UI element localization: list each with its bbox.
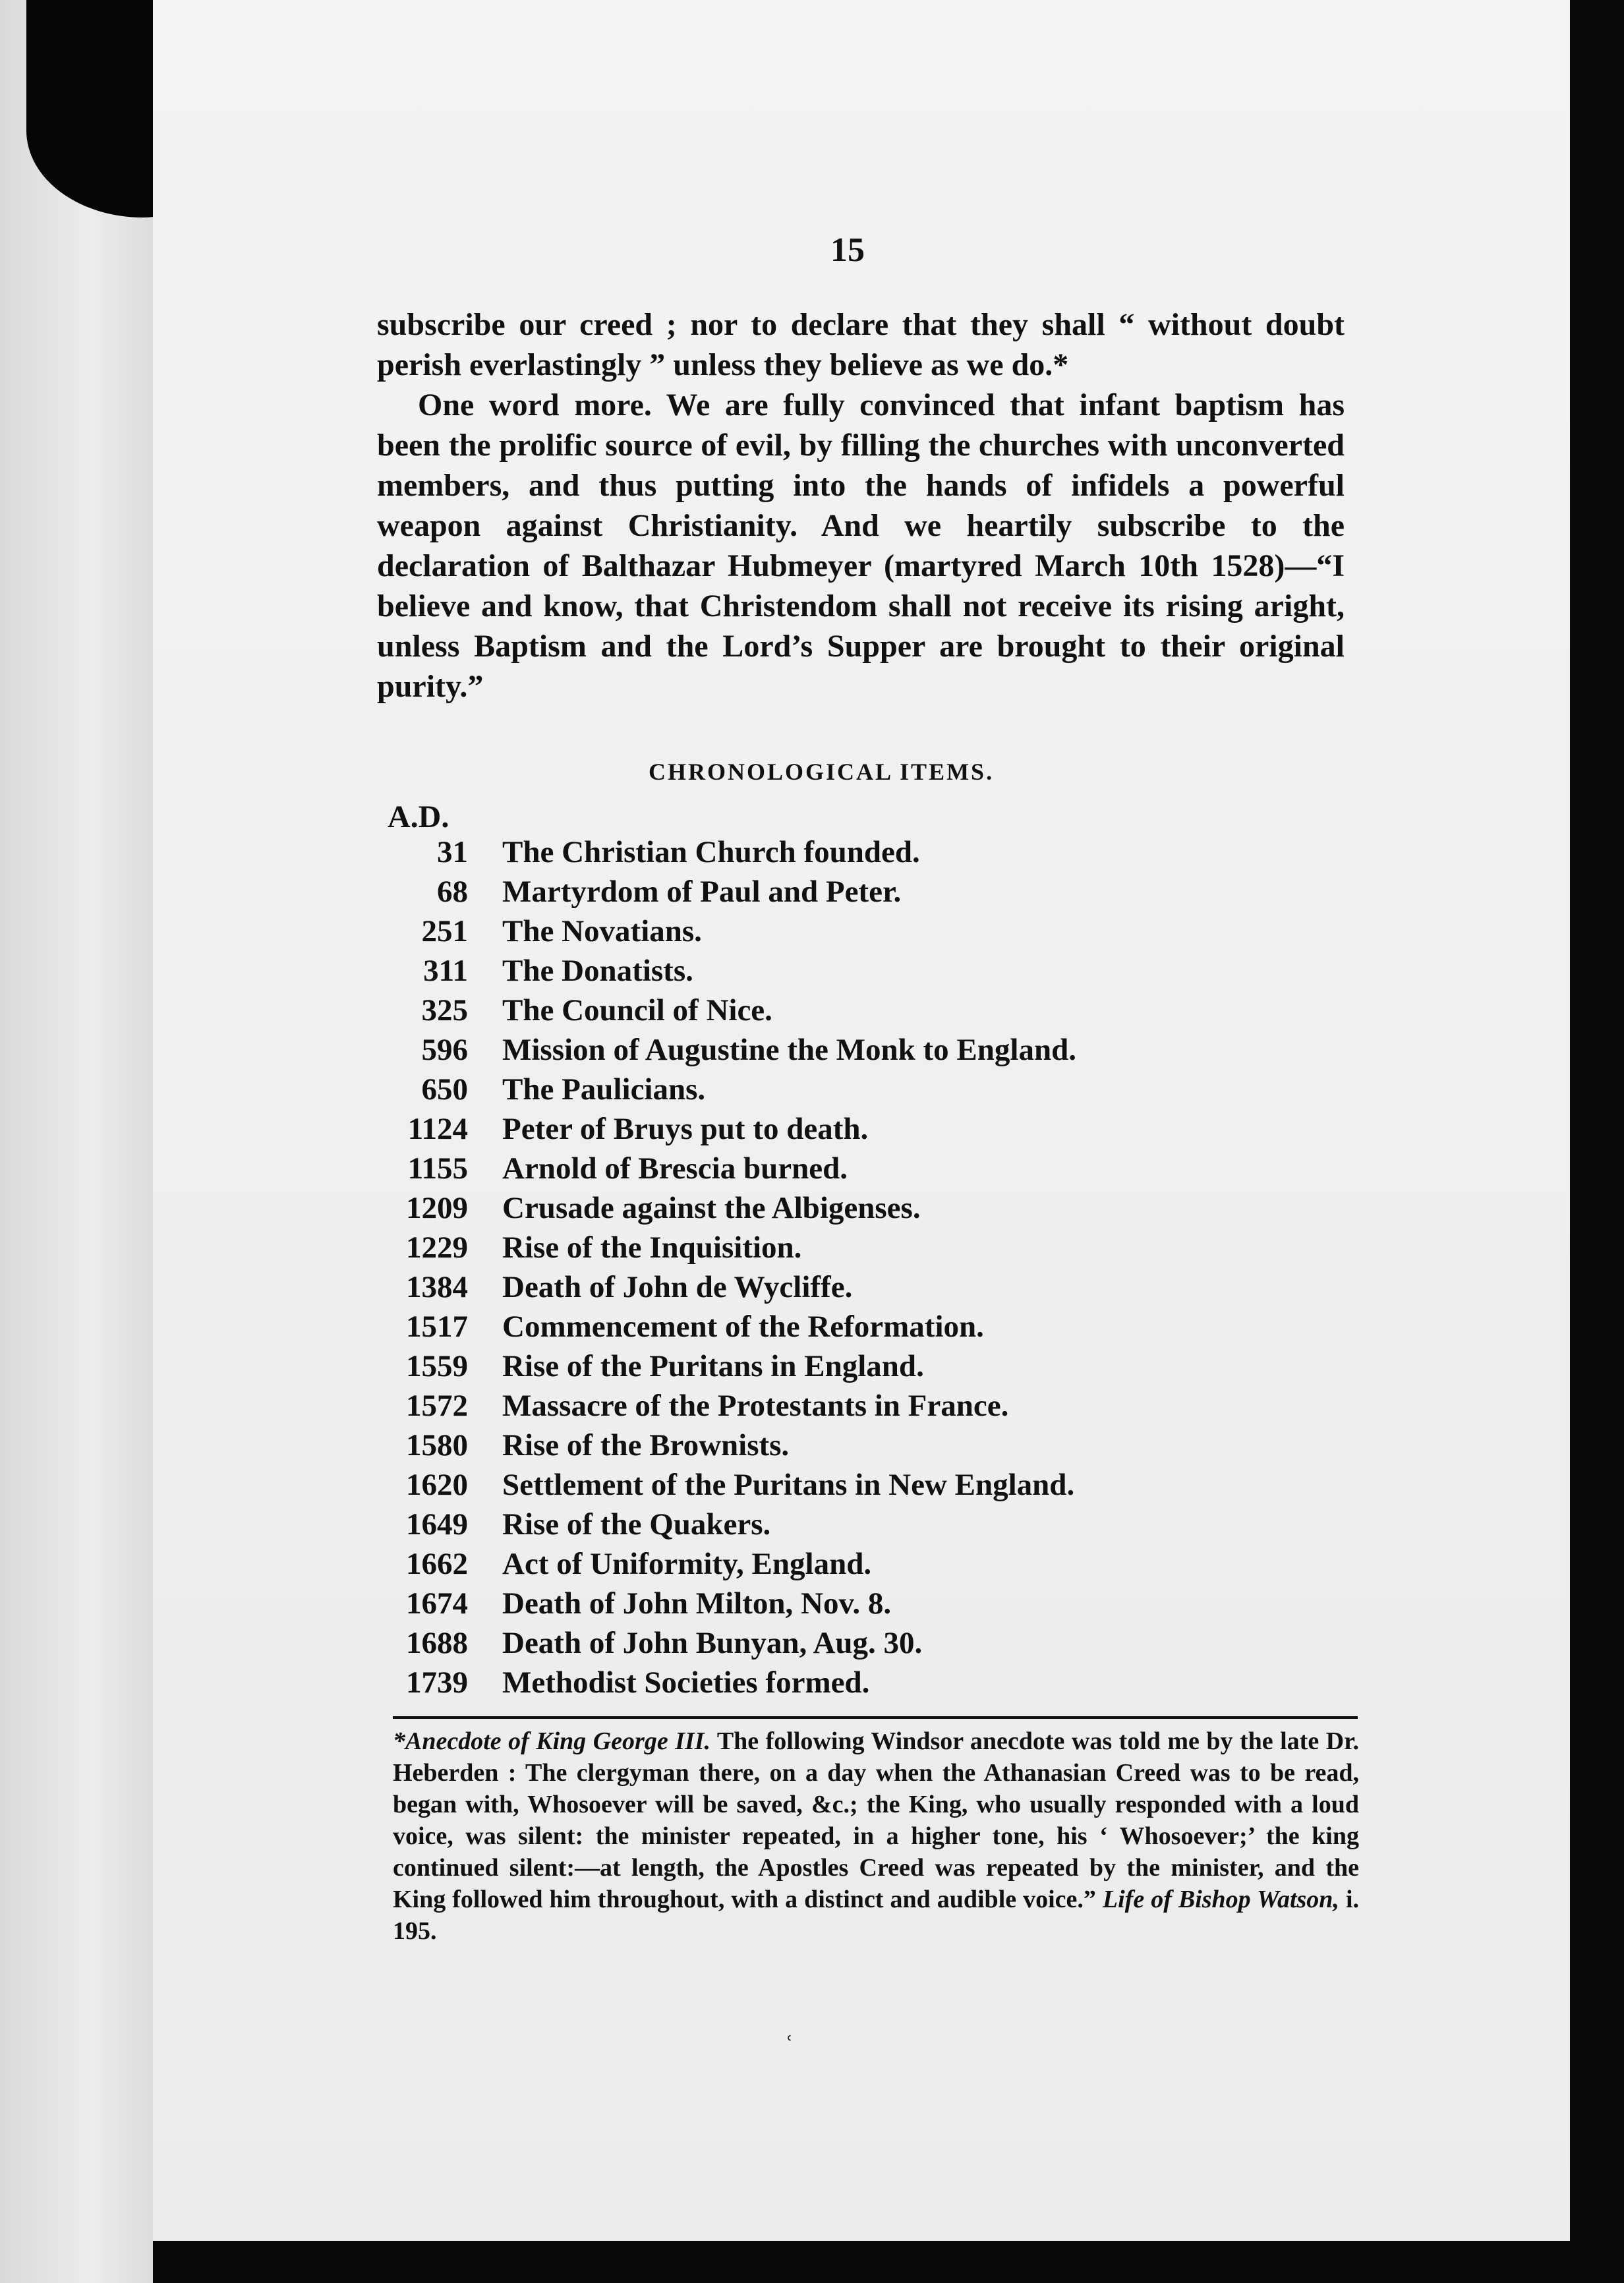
chronology-row: [369, 1665, 1358, 1704]
chronology-row: [369, 1428, 1358, 1467]
chronology-row: [369, 1230, 1358, 1269]
chronology-row: [369, 1388, 1358, 1428]
chronology-event: Act of Uniformity, England.: [502, 1547, 872, 1581]
chronology-year: 1688: [406, 1626, 468, 1660]
chronology-event: Death of John de Wycliffe.: [502, 1270, 853, 1304]
body-text: [377, 304, 1345, 707]
chronology-event: Death of John Milton, Nov. 8.: [502, 1586, 892, 1621]
footnote-source: Life of Bishop Watson,: [1102, 1886, 1339, 1913]
paragraph-infant-baptism: One word more. We are fully convinced that infant baptism has been the prolific source of evil, by filling the churches with unconverted members, and thus putting into the hands of infidels a powerful weapon against Christianity. And we heartily subscribe to the declaration of Balthazar Hubmeyer (martyred March 10th 1528)—“I believe and know, that Christendom shall not receive its rising aright, unless Baptism and the Lord’s Supper are brought to their original purity.”: [377, 388, 1345, 704]
chronology-event: Crusade against the Albigenses.: [502, 1191, 921, 1225]
chronology-event: Commencement of the Reformation.: [502, 1310, 984, 1344]
chronology-year: 68: [437, 875, 468, 909]
chronology-title: CHRONOLOGICAL ITEMS.: [649, 759, 995, 785]
chronology-row: [369, 1072, 1358, 1111]
chronology-year: 325: [421, 993, 468, 1027]
chronology-row: [369, 1507, 1358, 1546]
chronology-row: [369, 913, 1358, 953]
facing-page-edge: [0, 0, 153, 2283]
chronology-year: 1124: [407, 1112, 468, 1146]
chronology-year: 31: [437, 835, 468, 869]
chronology-event: Arnold of Brescia burned.: [502, 1151, 848, 1186]
chronology-year: 596: [421, 1033, 468, 1067]
chronology-year: 1739: [406, 1665, 468, 1700]
chronology-row: [369, 874, 1358, 913]
chronology-event: Death of John Bunyan, Aug. 30.: [502, 1626, 923, 1660]
chronology-event: Rise of the Inquisition.: [502, 1230, 802, 1265]
footnote-heading: *Anecdote of King George III.: [393, 1727, 711, 1755]
chronology-year: 1229: [406, 1230, 468, 1265]
chronology-event: Mission of Augustine the Monk to England.: [502, 1033, 1076, 1067]
chronology-year: 1572: [406, 1389, 468, 1423]
chronology-year: 1559: [406, 1349, 468, 1383]
chronology-event: The Novatians.: [502, 914, 702, 948]
bottom-mark: ʿ: [784, 2031, 794, 2063]
chronology-event: The Council of Nice.: [502, 993, 772, 1027]
chronology-year: 650: [421, 1072, 468, 1107]
chronology-year: 251: [421, 914, 468, 948]
chronology-year: 1155: [407, 1151, 468, 1186]
paragraph-creed: subscribe our creed ; nor to declare that they shall “ without doubt perish everlastingly ” unless they believe as we do.*: [377, 307, 1345, 382]
chronology-event: Massacre of the Protestants in France.: [502, 1389, 1009, 1423]
chronology-event: Rise of the Brownists.: [502, 1428, 790, 1462]
chronology-event: The Paulicians.: [502, 1072, 706, 1107]
chronology-event: The Donatists.: [502, 954, 693, 988]
chronology-year: 1649: [406, 1507, 468, 1542]
footnote-text: The following Windsor anecdote was told me by the late Dr. Heberden : The clergyman there, on a day when the Athanasian Creed was to be read, began with, Whosoever will be saved, &c.; the King, who usually responded with a loud voice, was silent: the minister repeated, in a higher tone, his ‘ Whosoever;’ the king continued silent:—at length, the Apostles Creed was repeated by the minister, and the King followed him throughout, with a distinct and audible voice.”: [393, 1727, 1359, 1913]
chronology-year: 311: [423, 954, 468, 988]
chronology-list: [369, 834, 1358, 1704]
chronology-row: [369, 834, 1358, 874]
chronology-row: [369, 1625, 1358, 1665]
footnote-source-ref: i. 195.: [393, 1886, 1359, 1945]
chronology-event: The Christian Church founded.: [502, 835, 920, 869]
chronology-row: [369, 1348, 1358, 1388]
chronology-row: [369, 1269, 1358, 1309]
chronology-year: 1384: [406, 1270, 468, 1304]
chronology-row: [369, 993, 1358, 1032]
chronology-year: 1674: [406, 1586, 468, 1621]
page-number: 15: [830, 231, 865, 269]
chronology-event: Settlement of the Puritans in New England.: [502, 1468, 1075, 1502]
chronology-year: 1662: [406, 1547, 468, 1581]
chronology-year: 1517: [406, 1310, 468, 1344]
chronology-event: Rise of the Puritans in England.: [502, 1349, 924, 1383]
chronology-row: [369, 1546, 1358, 1586]
era-label: A.D.: [388, 799, 450, 834]
chronology-row: [369, 1032, 1358, 1072]
chronology-row: [369, 1111, 1358, 1151]
chronology-row: [369, 953, 1358, 993]
chronology-year: 1209: [406, 1191, 468, 1225]
chronology-year: 1620: [406, 1468, 468, 1502]
chronology-row: [369, 1190, 1358, 1230]
footnote-divider: [393, 1716, 1358, 1719]
chronology-row: [369, 1586, 1358, 1625]
chronology-row: [369, 1151, 1358, 1190]
chronology-row: [369, 1309, 1358, 1348]
chronology-event: Martyrdom of Paul and Peter.: [502, 875, 902, 909]
chronology-event: Peter of Bruys put to death.: [502, 1112, 869, 1146]
chronology-event: Methodist Societies formed.: [502, 1665, 870, 1700]
chronology-row: [369, 1467, 1358, 1507]
footnote: [393, 1725, 1359, 1947]
chronology-event: Rise of the Quakers.: [502, 1507, 771, 1542]
chronology-year: 1580: [406, 1428, 468, 1462]
